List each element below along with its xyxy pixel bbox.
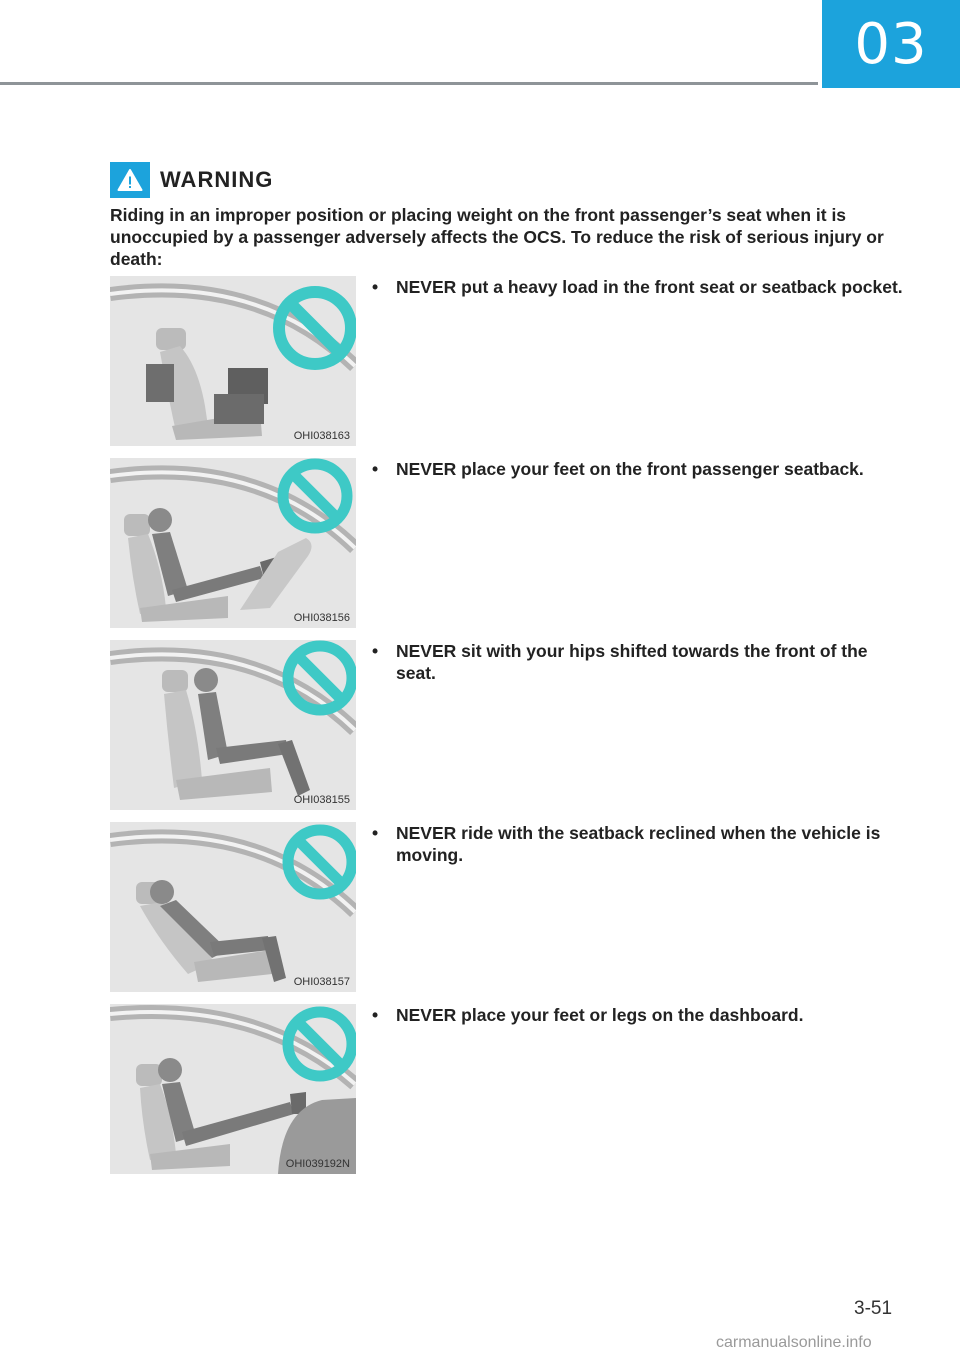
bullet-item	[372, 276, 908, 298]
figure-code: OHI038157	[293, 976, 350, 988]
figure-code: OHI038156	[293, 612, 350, 624]
bullet-item	[372, 822, 908, 866]
figure-code: OHI038163	[293, 430, 350, 442]
illustration-feet-on-dashboard	[110, 1004, 356, 1174]
bullet-dot: •	[372, 1005, 379, 1025]
warning-intro: Riding in an improper position or placing weight on the front passenger’s seat when it is unoccupied by a passenger adversely affects the OCS. To reduce the risk of serious injury or death:	[110, 205, 884, 269]
warning-item-reclined	[110, 822, 910, 992]
figure-code: OHI039192N	[285, 1158, 350, 1170]
bullet-dot: •	[372, 641, 379, 661]
bullet-text: NEVER put a heavy load in the front seat or seatback pocket.	[396, 277, 903, 297]
illustration-heavy-load	[110, 276, 356, 446]
warning-item-feet-on-dashboard	[110, 1004, 910, 1174]
bullet-item	[372, 458, 908, 480]
bullet-dot: •	[372, 277, 379, 297]
bullet-text: NEVER ride with the seatback reclined when the vehicle is moving.	[396, 823, 881, 865]
illustration-hips-forward	[110, 640, 356, 810]
chapter-tab: 03	[822, 0, 960, 88]
page-number: 3-51	[854, 1298, 893, 1319]
header-rule	[0, 82, 818, 85]
bullet-dot: •	[372, 459, 379, 479]
bullet-text: NEVER sit with your hips shifted towards the front of the seat.	[396, 641, 868, 683]
illustration-feet-on-seatback	[110, 458, 356, 628]
watermark: carmanualsonline.info	[716, 1334, 872, 1351]
warning-triangle-icon	[110, 162, 150, 198]
warning-title: WARNING	[160, 167, 274, 192]
bullet-text: NEVER place your feet on the front passenger seatback.	[396, 459, 864, 479]
figure-code: OHI038155	[293, 794, 350, 806]
bullet-dot: •	[372, 823, 379, 843]
bullet-text: NEVER place your feet or legs on the dashboard.	[396, 1005, 804, 1025]
illustration-reclined	[110, 822, 356, 992]
warning-item-feet-on-seatback	[110, 458, 910, 628]
warning-item-heavy-load	[110, 276, 910, 446]
bullet-item	[372, 1004, 908, 1026]
warning-item-hips-forward	[110, 640, 910, 810]
bullet-item	[372, 640, 908, 684]
warning-heading	[110, 160, 273, 200]
